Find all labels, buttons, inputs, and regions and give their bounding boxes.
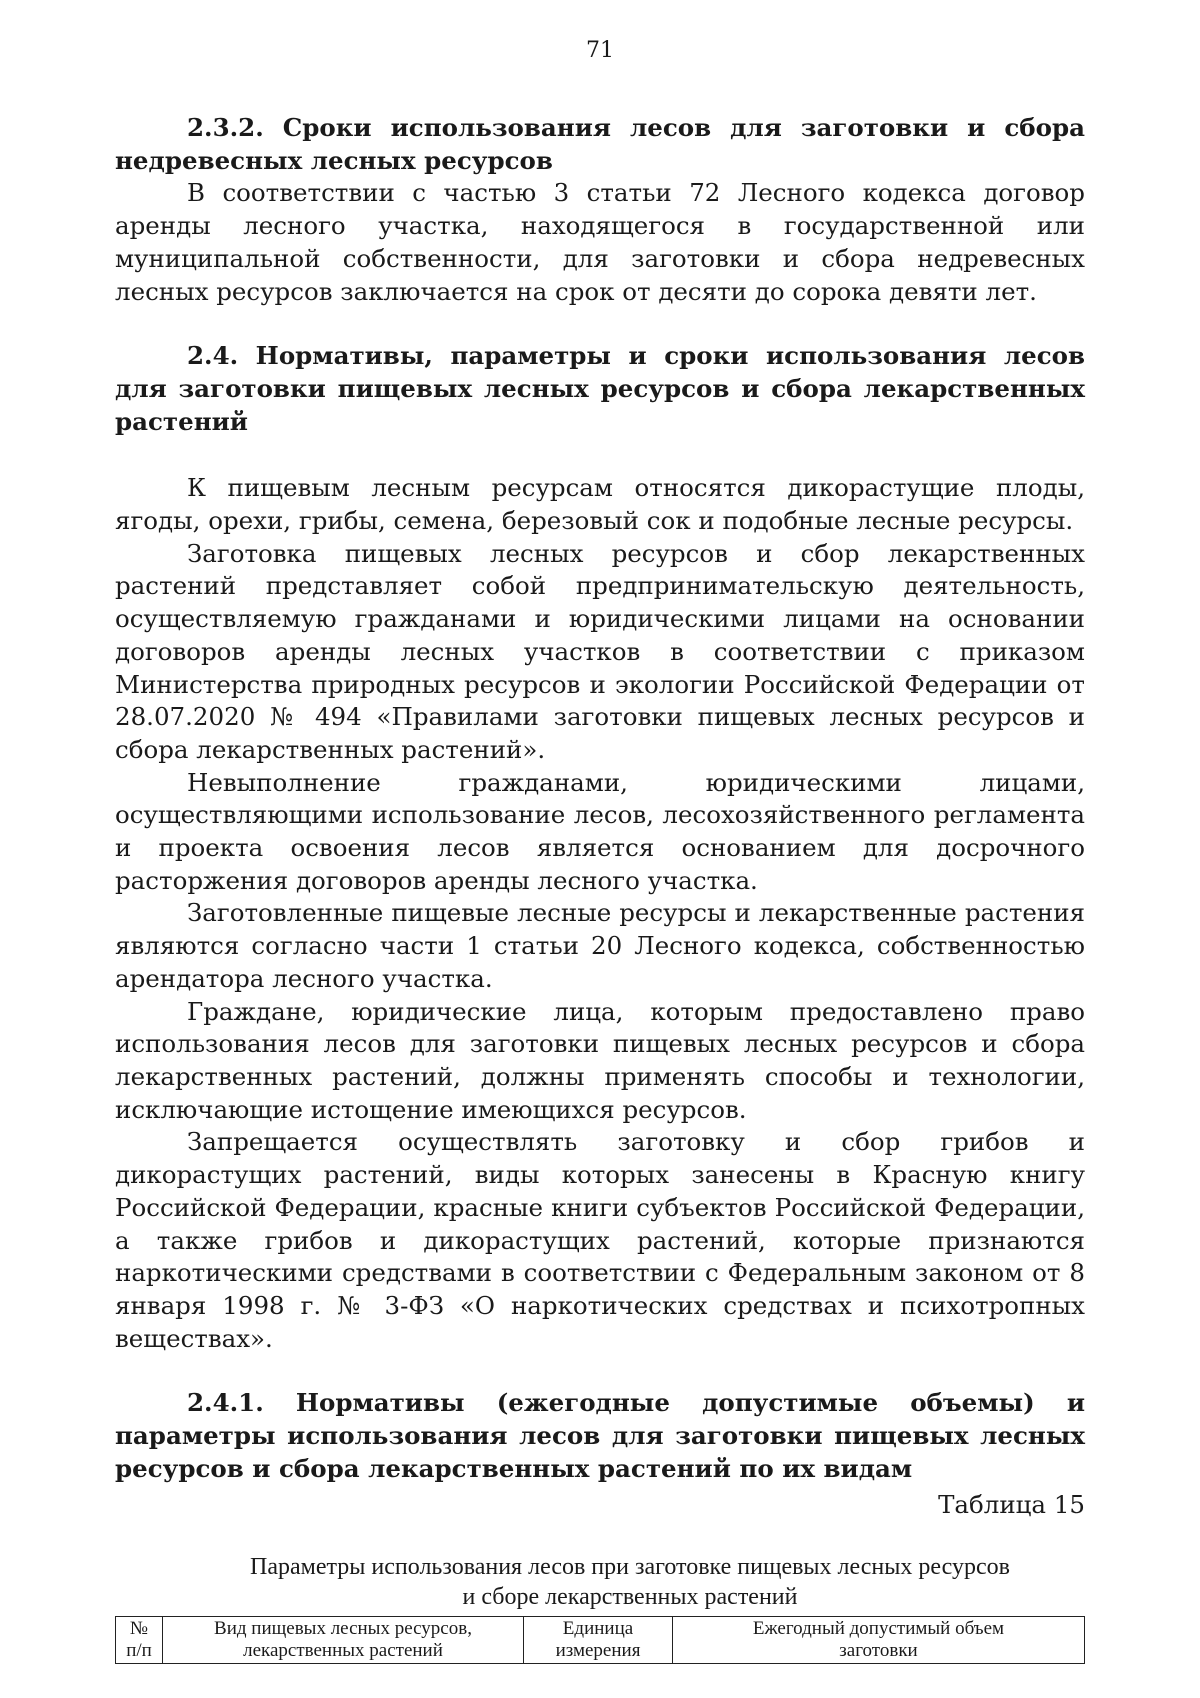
header-unit: Единица измерения xyxy=(524,1617,673,1664)
paragraph: В соответствии с частью 3 статьи 72 Лесного кодекса договор аренды лесного участка, находящегося в государственной или муниципальной собственности, для заготовки и сбора недревесных лесных ресурсов заключается на срок от десяти до сорока девяти лет. xyxy=(115,178,1085,306)
table-header-row xyxy=(116,1617,1085,1664)
header-number: № п/п xyxy=(116,1617,163,1664)
table-caption xyxy=(115,1552,1085,1612)
header-resource-type: Вид пищевых лесных ресурсов, лекарственных растений xyxy=(163,1617,524,1664)
table-caption-line1: Параметры использования лесов при заготовке пищевых лесных ресурсов xyxy=(250,1554,1010,1581)
section-heading-2-3-2: 2.3.2. Сроки использования лесов для заготовки и сбора недревесных лесных ресурсов xyxy=(115,113,1085,175)
paragraph: К пищевым лесным ресурсам относятся дикорастущие плоды, ягоды, орехи, грибы, семена, березовый сок и подобные лесные ресурсы. xyxy=(115,473,1085,536)
table-caption-line2: и сборе лекарственных растений xyxy=(462,1584,798,1611)
section-heading-2-4-1: 2.4.1. Нормативы (ежегодные допустимые объемы) и параметры использования лесов для заготовки пищевых лесных ресурсов и сбора лекарственных растений по их видам xyxy=(115,1388,1085,1483)
paragraph: Заготовка пищевых лесных ресурсов и сбор лекарственных растений представляет собой предпринимательскую деятельность, осуществляемую гражданами и юридическими лицами на основании договоров аренды лесных участков в соответствии с приказом Министерства природных ресурсов и экологии Российской Федерации от 28.07.2020 № 494 «Правилами заготовки пищевых лесных ресурсов и сбора лекарственных растений». xyxy=(115,538,1085,764)
table-label: Таблица 15 xyxy=(938,1490,1085,1520)
paragraph: Запрещается осуществлять заготовку и сбор грибов и дикорастущих растений, виды которых занесены в Красную книгу Российской Федерации, красные книги субъектов Российской Федерации, а также грибов и дикорастущих растений, которые признаются наркотическими средствами в соответствии с Федеральным законом от 8 января 1998 г. № 3-ФЗ «О наркотических средствах и психотропных веществах». xyxy=(115,1127,1085,1353)
header-annual-volume: Ежегодный допустимый объем заготовки xyxy=(673,1617,1085,1664)
section-heading-2-4: 2.4. Нормативы, параметры и сроки использования лесов для заготовки пищевых лесных ресурсов и сбора лекарственных растений xyxy=(115,341,1085,436)
page-number: 71 xyxy=(586,38,614,63)
paragraph: Заготовленные пищевые лесные ресурсы и лекарственные растения являются согласно части 1 статьи 20 Лесного кодекса, собственностью арендатора лесного участка. xyxy=(115,898,1085,993)
paragraph: Граждане, юридические лица, которым предоставлено право использования лесов для заготовки пищевых лесных ресурсов и сбора лекарственных растений, должны применять способы и технологии, исключающие истощение имеющихся ресурсов. xyxy=(115,996,1085,1124)
document-body xyxy=(115,112,1085,1664)
parameters-table xyxy=(115,1616,1085,1664)
paragraph: Невыполнение гражданами, юридическими лицами, осуществляющими использование лесов, лесохозяйственного регламента и проекта освоения лесов является основанием для досрочного расторжения договоров аренды лесного участка. xyxy=(115,767,1085,895)
